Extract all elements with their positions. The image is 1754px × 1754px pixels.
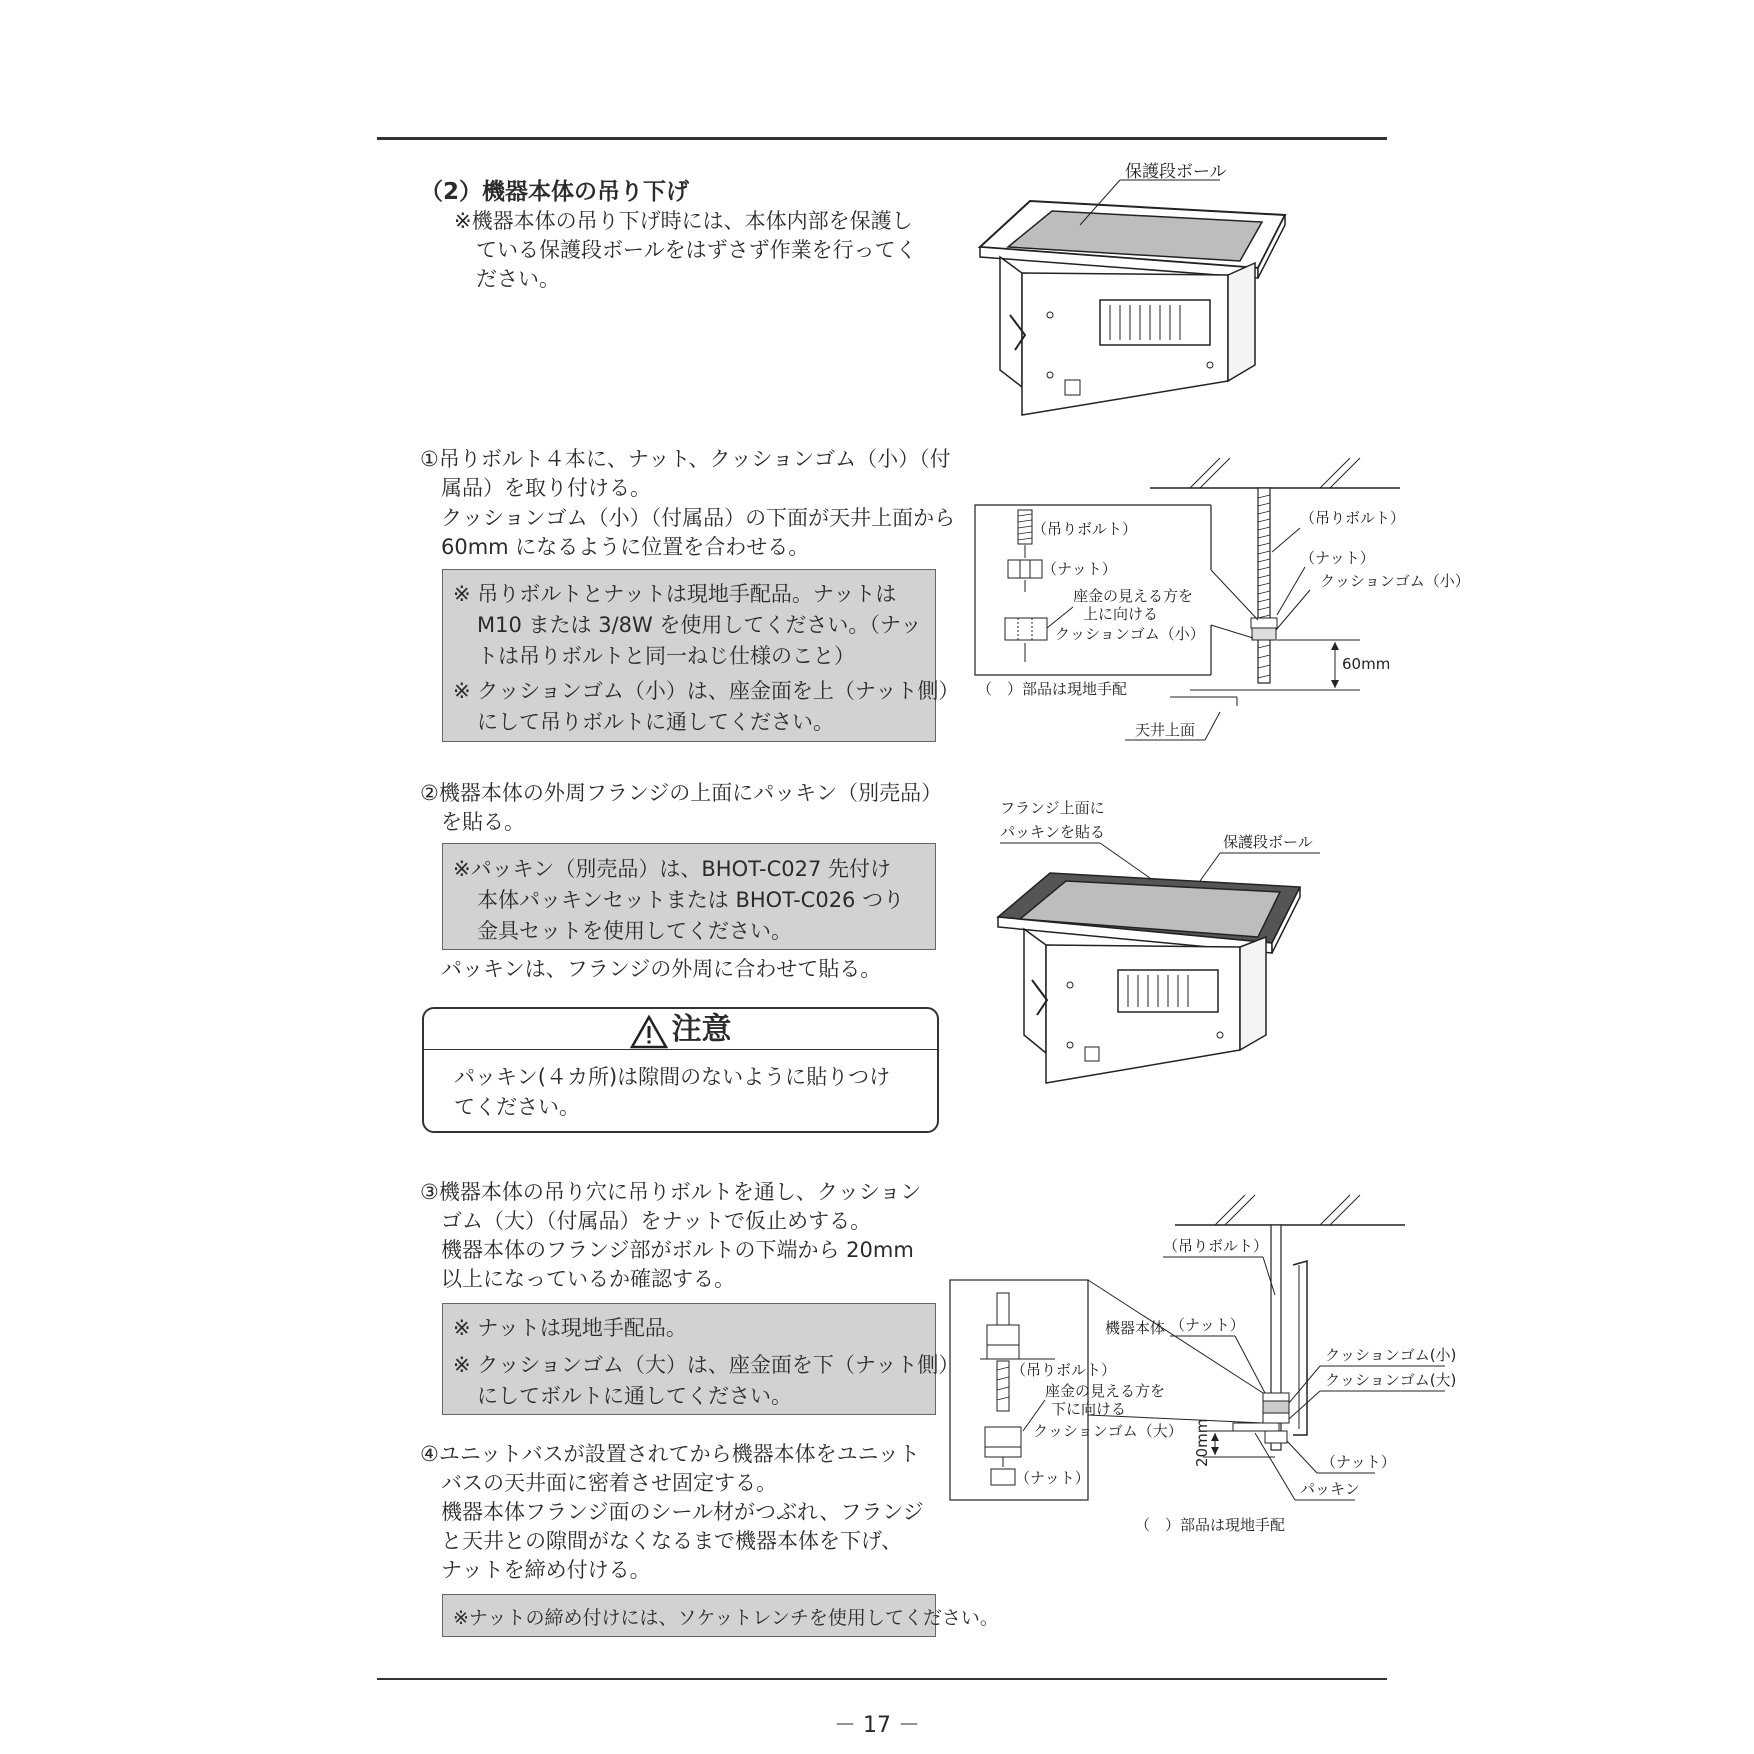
step3-note-box [442, 1303, 960, 1415]
step4-line: バスの天井面に密着させ固定する。 [441, 1471, 777, 1495]
fig2-bolt-right-label: （吊りボルト） [1300, 509, 1406, 527]
fig2-hanging-bolt-label: （吊りボルト） [1032, 520, 1138, 538]
fig3-flange-label-2: パッキンを貼る [1000, 823, 1105, 841]
fig4-cushion-large-label: クッションゴム(大) [1325, 1371, 1457, 1389]
caution-line: てください。 [454, 1095, 580, 1119]
step1-note-line: ※ 吊りボルトとナットは現地手配品。ナットは [453, 582, 897, 606]
caution-title: 注意 [671, 1012, 732, 1047]
step4-line: と天井との隙間がなくなるまで機器本体を下げ、 [441, 1529, 903, 1553]
fig2-washer-label-1: 座金の見える方を [1073, 587, 1194, 605]
step1-note-line: トは吊りボルトと同一ねじ仕様のこと） [477, 644, 855, 668]
step4-line: ④ユニットバスが設置されてから機器本体をユニット [420, 1442, 920, 1466]
caution-line: パッキン(４カ所)は隙間のないように貼りつけ [454, 1065, 891, 1089]
step1-note-line: ※ クッションゴム（小）は、座金面を上（ナット側） [453, 679, 960, 703]
step4-note-box [442, 1594, 999, 1637]
notice-line: ている保護段ボールをはずさず作業を行ってく [476, 238, 917, 262]
step1-line: ①吊りボルト４本に、ナット、クッションゴム（小）（付 [420, 447, 951, 471]
fig3-flange-label-1: フランジ上面に [1000, 799, 1105, 817]
fig2-60mm-label: 60mm [1342, 655, 1391, 673]
flange-packing-figure [990, 795, 1335, 1095]
fig4-inset-cushion-large-label: クッションゴム（大） [1033, 1422, 1183, 1440]
bottom-rule [377, 1678, 1387, 1680]
fig2-cushion-small-label: クッションゴム（小） [1055, 625, 1205, 643]
step1-line: 60mm になるように位置を合わせる。 [441, 535, 810, 559]
step2-note-line: ※パッキン（別売品）は、BHOT-C027 先付け [453, 857, 892, 881]
step1-note-line: M10 または 3/8W を使用してください。（ナッ [477, 613, 922, 637]
step2-line: を貼る。 [441, 810, 525, 834]
notice-line: ださい。 [476, 267, 560, 291]
caution-box [422, 1007, 939, 1133]
step2-note-box [442, 843, 936, 950]
step1-line: 属品）を取り付ける。 [441, 476, 651, 500]
fig2-ceiling-top-label: 天井上面 [1135, 721, 1196, 739]
fig4-unit-body-label: 機器本体 [1105, 1319, 1166, 1337]
fig3-cardboard-label: 保護段ボール [1223, 833, 1313, 851]
step3-line: ゴム（大）（付属品）をナットで仮止めする。 [441, 1209, 872, 1233]
step2-after: パッキンは、フランジの外周に合わせて貼る。 [441, 957, 882, 981]
page-number: － 17 － [834, 1713, 920, 1738]
fig4-nut-top-label: （ナット） [1170, 1316, 1245, 1334]
step4-line: 機器本体フランジ面のシール材がつぶれ、フランジ [441, 1500, 924, 1524]
bolt-assembly-figure-2 [945, 1195, 1455, 1535]
step2-line: ②機器本体の外周フランジの上面にパッキン（別売品） [420, 781, 943, 805]
step1-note-box [442, 569, 960, 742]
top-rule [377, 137, 1387, 140]
notice-line: ※機器本体の吊り下げ時には、本体内部を保護し [454, 209, 913, 233]
fig4-inset-bolt-label: （吊りボルト） [1011, 1361, 1117, 1379]
step3-line: 機器本体のフランジ部がボルトの下端から 20mm [441, 1238, 914, 1262]
step3-line: ③機器本体の吊り穴に吊りボルトを通し、クッション [420, 1180, 922, 1204]
step4-line: ナットを締め付ける。 [441, 1558, 651, 1582]
step1-note-line: にして吊りボルトに通してください。 [477, 710, 834, 734]
fig4-cushion-small-label: クッションゴム(小) [1325, 1346, 1457, 1364]
fig4-local-parts-label: （ ）部品は現地手配 [1135, 1516, 1286, 1534]
fig4-bolt-top-label: （吊りボルト） [1163, 1237, 1269, 1255]
step3-note-line: にしてボルトに通してください。 [477, 1384, 792, 1408]
caution-header [424, 1009, 937, 1050]
step1-line: クッションゴム（小）（付属品）の下面が天井上面から [441, 506, 956, 530]
fig1-cardboard-label: 保護段ボール [1125, 162, 1227, 182]
step2-note-line: 本体パッキンセットまたは BHOT-C026 つり [477, 888, 905, 912]
section-title: （2）機器本体の吊り下げ [420, 179, 690, 205]
fig4-washer-label-1: 座金の見える方を [1045, 1382, 1166, 1400]
fig2-nut-right-label: （ナット） [1300, 549, 1375, 567]
bolt-assembly-figure-1 [975, 450, 1470, 755]
step3-line: 以上になっているか確認する。 [441, 1267, 735, 1291]
unit-cardboard-figure [970, 162, 1330, 430]
fig4-nut-bottom-label: （ナット） [1321, 1453, 1396, 1471]
fig2-local-parts-label: （ ）部品は現地手配 [977, 680, 1128, 698]
warning-triangle-icon [630, 1015, 668, 1049]
fig4-inset-nut-label: （ナット） [1015, 1469, 1090, 1487]
fig2-washer-label-2: 上に向ける [1083, 605, 1159, 623]
fig4-washer-label-2: 下に向ける [1051, 1400, 1127, 1418]
step3-note-line: ※ クッションゴム（大）は、座金面を下（ナット側） [453, 1353, 960, 1377]
step3-note-line: ※ ナットは現地手配品。 [453, 1316, 687, 1340]
fig4-packing-label: パッキン [1300, 1480, 1360, 1498]
fig2-nut-label: （ナット） [1042, 560, 1117, 578]
step4-note-line: ※ナットの締め付けには、ソケットレンチを使用してください。 [453, 1607, 999, 1629]
fig2-cushion-right-label: クッションゴム（小） [1320, 572, 1470, 590]
step2-note-line: 金具セットを使用してください。 [477, 919, 792, 943]
fig4-20mm-label: 20mm [1193, 1418, 1211, 1467]
